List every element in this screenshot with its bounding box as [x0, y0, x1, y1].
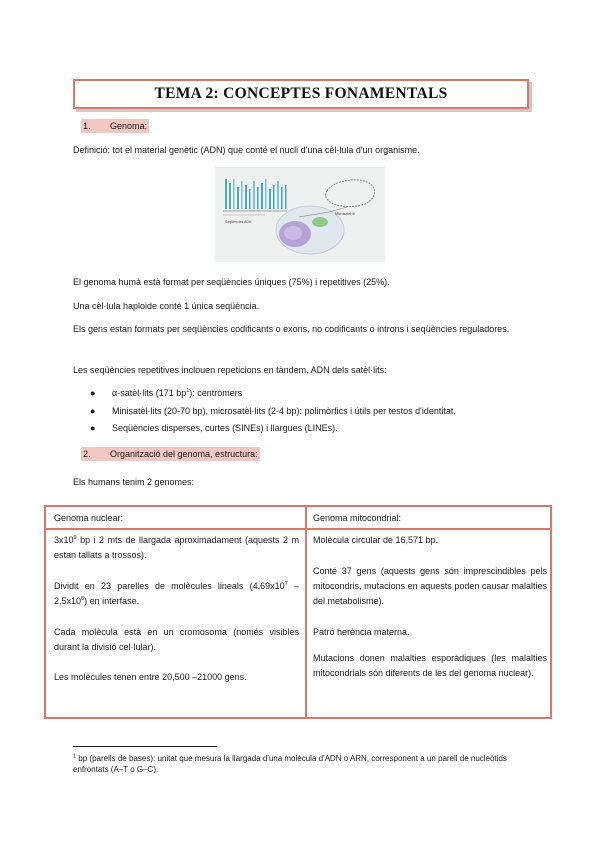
- mito-inheritance-text: Patró herència materna.: [313, 627, 410, 637]
- title-box: [73, 79, 529, 109]
- footnote: $^1$ bp (parells de bases): unitat que mesura la llargada d'una molècula d'ADN o ARN, corresponent a un parell de nucleòtids enfrontats (A–T o G–C).: [73, 753, 507, 774]
- bullet-text: α-satèl·lits (171 $bp^1$): centròmers: [112, 388, 243, 398]
- section-label: Organització del genoma, estructura:: [110, 449, 258, 459]
- nuclear-division-text: Dividit en 23 parelles de molècules lineals ($4,69x10^7$ $-2,5x10^8$) en interfase.: [54, 581, 299, 606]
- mito-circular-text: Molècula circular de 16,571 bp.: [313, 535, 439, 545]
- section-label: Genoma:: [110, 121, 148, 131]
- nuclear-chromosome-text: Cada molècula està en un cromosoma (només visibles durant la divisió cel·lular).: [54, 627, 299, 652]
- paragraph-two-genomes: Els humans tenim 2 genomes:: [73, 477, 195, 487]
- bullet-text: Seqüències disperses, curtes (SINEs) i llargues (LINEs).: [112, 423, 338, 433]
- figure-micro-label: Microsatel·lit: [335, 212, 355, 216]
- section-heading-genoma: [81, 119, 149, 133]
- header-mitochondrial-genome: Genoma mitocondrial:: [313, 513, 402, 523]
- header-nuclear-genome: Genoma nuclear:: [54, 513, 124, 523]
- footnote-separator: [73, 746, 217, 747]
- mito-genes-text: Conté 37 gens (aquests gens són imprescindibles pels mitocondris, mutacions en aquests poden causar malalties del metabolisme).: [313, 566, 547, 606]
- paragraph-genome-composition: El genoma humà està format per seqüències úniques (75%) i repetitives (25%).: [73, 277, 390, 287]
- bullet-dot-icon: ●: [90, 406, 96, 416]
- genomes-table: [44, 505, 552, 719]
- section-heading-organitzacio: [81, 447, 260, 461]
- genome-illustration: [215, 167, 385, 262]
- mito-mutations-text: Mutacions donen malalties esporàdiques (les malalties mitocondrials són diferents de les del genoma nuclear).: [313, 653, 547, 678]
- section-number: 1.: [83, 121, 91, 131]
- page-title: TEMA 2: CONCEPTES FONAMENTALS: [154, 85, 448, 102]
- table-column-divider: [305, 507, 307, 717]
- footnote-ref: 1: [186, 388, 190, 394]
- paragraph-genes: Els gens estan formats per seqüències codificants o exons, no codificants o introns i seqüències reguladores.: [73, 324, 510, 334]
- section-number: 2.: [83, 449, 91, 459]
- bullet-dot-icon: ●: [90, 423, 96, 433]
- nuclear-genes-text: Les molècules tenen entre 20,500 –21000 gens.: [54, 672, 247, 682]
- genome-figure: [215, 167, 385, 262]
- figure-caption-left: Seqüències ADN: [225, 220, 252, 224]
- paragraph-haploid: Una cèl·lula haploide conté 1 única seqüència.: [73, 301, 260, 311]
- table-row-divider: [46, 528, 550, 530]
- nuclear-size-text: $3x10^9$ bp i 2 mts de llargada aproximadament (aquests 2 m estan tallats a trossos).: [54, 535, 299, 560]
- definition-paragraph: Definició: tot el material genètic (ADN) que conté el nucli d'una cèl·lula d'un organisme.: [73, 145, 420, 155]
- bullet-text: Minisatèl·lits (20-70 bp), microsatèl·lits (2-4 bp): polimòrfics i útils per testos d'identitat.: [112, 406, 456, 416]
- paragraph-repetitive: Les seqüències repetitives inclouen repeticions en tàndem, ADN dels satèl·lits:: [73, 365, 387, 375]
- bullet-dot-icon: ●: [90, 388, 96, 398]
